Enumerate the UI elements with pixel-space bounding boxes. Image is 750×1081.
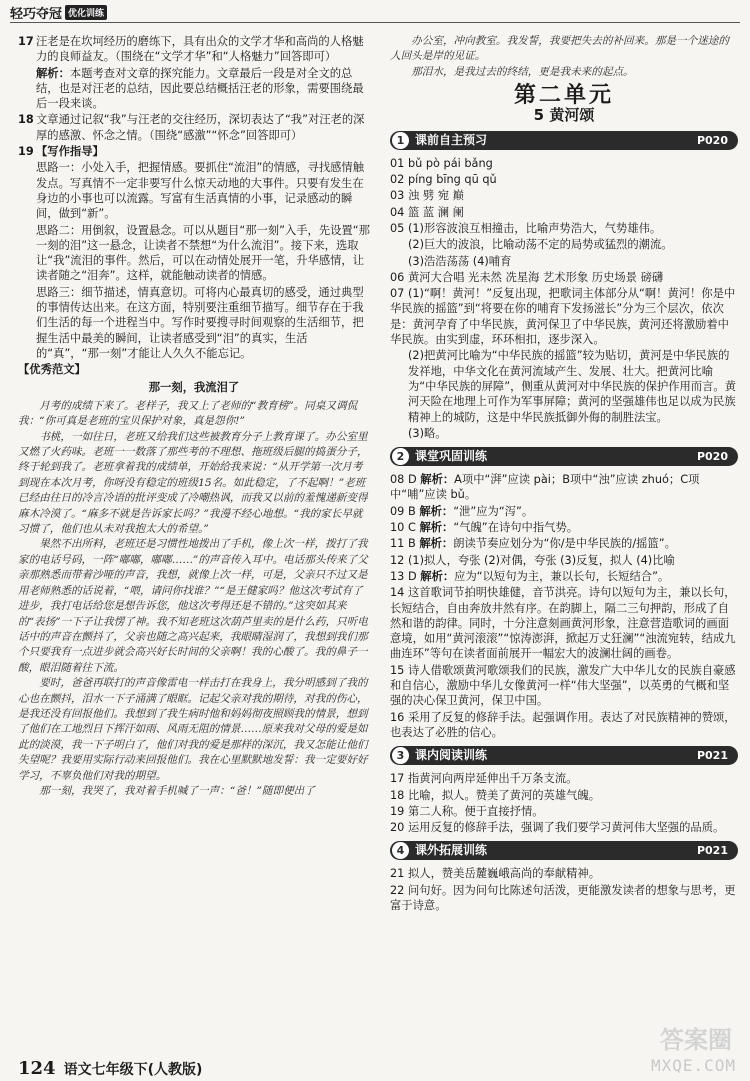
writing-idea-1: 思路一：小处入手，把握情感。要抓住“流泪”的情感，寻找感情触发点。写真情不一定非要写什么惊天动地的大事件。只要有发生在身边的小事也可以流露。写富有生活真情的小事，记录感动的瞬间，做到“新”。	[36, 161, 365, 221]
essay-paragraph: 那一刻，我哭了，我对着手机喊了一声：“爸！”随即便出了	[39, 784, 315, 797]
page-header	[0, 0, 750, 22]
model-essay-title: 那一刻，我流泪了	[148, 380, 240, 394]
page-number: 124	[18, 1058, 56, 1079]
answer-09: 09 B 解析：“泄”应为“泻”。	[390, 504, 534, 518]
answer-20r: 20 运用反复的修辞手法，强调了我们要学习黄河伟大坚强的品质。	[390, 821, 725, 835]
unit-title: 第二单元	[513, 82, 614, 109]
answer-01: 01 bǔ pò pái bǎng	[390, 156, 493, 170]
section-header-extension: 4 课外拓展训练 P021	[390, 841, 738, 860]
brand-logo	[10, 3, 107, 22]
answer-22r: 22 问句好。因为问句比陈述句活泼，更能激发读者的想象与思考，更富于诗意。	[390, 883, 736, 912]
answer-19r: 19 第二人称。便于直接抒情。	[390, 804, 544, 818]
answer-15: 15 诗人借歌颂黄河歌颂我们的民族，激发广大中华儿女的民族自豪感和自信心，激励中华儿女像黄河一样“伟大坚强”，以英勇的气概和坚强的决心保卫黄河，保卫中国。	[390, 663, 736, 708]
answer-11: 11 B 解析：朗读节奏应划分为“你/是中华民族的/摇篮”。	[390, 537, 676, 551]
watermark-seal: 答案圈	[660, 1026, 732, 1054]
answer-05: 05 (1)形容波浪互相撞击，比喻声势浩大，气势雄伟。	[390, 222, 662, 235]
section-header-reading: 3 课内阅读训练 P021	[390, 746, 738, 765]
answer-06: 06 黄河大合唱 光未然 冼星海 艺术形象 历史场景 磅礴	[390, 270, 664, 284]
header-divider	[10, 22, 740, 23]
essay-paragraph: 书桃，一如往日，老班又给我们这些被教育分子上教育课了。办公室里又燃了火药味。老班一一数落了那些考的不理想、拖班级后腿的捣蛋分子，终于轮到我了。老班拿着我的成绩单，开始给我来说：“从开学第一次月考到现在本次月考，你呀没有稳定的班级15名。如此稳定，了不起啊！”老班已经由往日的冷言冷语的批评变成了冷嘲热讽，而我又以前的羞愧递新变得麻木冷漠了。“麻多不就是告诉家长吗？”我漫不经心地想。“我的家长早就习惯了，他们也从未对我抱太大的希望。”	[18, 430, 368, 536]
answer-21r: 21 拟人，赞美岳麓巍峨高尚的奉献精神。	[390, 867, 601, 881]
model-essay-body	[18, 399, 370, 800]
writing-idea-3: 思路三：细节描述，情真意切。可将内心最真切的感受，通过典型的事情传达出来。在这方面，特别要注重细节描写。细节存在于我们生活的每一个进程当中。写作时要搜寻时间观察的生活细节，把握生活中最美的瞬间，让读者感受到“泪”的真实，生活的“真”，“那一刻”才能让人久久不能忘记。	[36, 285, 364, 360]
answer-02: 02 píng bīng qū qǔ	[390, 173, 497, 187]
essay-paragraph: 果然不出所料，老班还是习惯性地拨出了手机，像上次一样，拨打了我家的电话号码，一阵“嘟嘟，嘟嘟……”的声音传入耳中。电话那头传来了父亲那熟悉而带着沙哑的声音，我想，就像上次一样，可是，父亲只不过又是用老师熟悉的话说着，“喂，请问你找谁？”“是王健家吗？他这次考试有了进步，我打电话给您是想告诉您，他这次考得还是不错的。”这突如其来的“表扬”一下子让我愣了神。我不知老班这次葫芦里卖的是什么药，只听电话中的声音在颤抖了，父亲也随之高兴起来，我眼睛湿润了，我想到我们那个只要我有一点进步就会高兴好长时间的父亲啊！我的心酸了。我的鼻子一酸，眼泪随着往下流。	[18, 538, 368, 674]
brand-badge: 优化训练	[65, 5, 107, 20]
section-header-classroom: 2 课堂巩固训练 P020	[390, 447, 738, 466]
essay-continuation	[390, 34, 738, 80]
answer-07b: (2)把黄河比喻为“中华民族的摇篮”较为贴切，黄河是中华民族的发祥地，中华文化在黄河流域产生、发展、壮大。把黄河比喻为“中华民族的屏障”，侧重从黄河对中华民族的保护作用而言。黄河天险在地理上可作为军事屏障；黄河的坚强雄伟也足以成为民族精神上的城防，这是中华民族抵御外侮的制胜法宝。	[408, 349, 737, 424]
section-header-preview: 1 课前自主预习 P020	[390, 131, 738, 150]
left-column	[18, 34, 370, 799]
answer-12: 12 (1)拟人，夸张 (2)对偶，夸张 (3)反复，拟人 (4)比喻	[390, 553, 675, 567]
essay-paragraph: 月考的成绩下来了。老样子，我又上了老师的“教育榜”。同桌又调侃我：“你可真是老班的宝贝保护对象，真是怨你!”	[18, 399, 358, 428]
answer-05b: (2)巨大的波浪，比喻动荡不定的局势或猛烈的潮流。	[408, 238, 673, 252]
essay-paragraph: 要时，爸爸再联打的声音像雷电一样击打在我身上，我分明感到了我的心也在颤抖，泪水一下子涌满了眼眶。记起父亲对我的期待，对我的伤心，是我还没有回报他们。我想到了我生病时他和妈妈彻夜照顾我的情景，想到了他们在工地烈日下挥汗如雨、风雨无阻的情景……原来我对父母的爱是如此的淡漠，我一下子明白了，他们对我的爱是那样的深沉，我又怎能让他们失望呢？我要用实际行动来回报他们。我在心里默默地发誓：我一定要好好学习，不辜负他们对我的期望。	[18, 677, 368, 782]
answer-07c: (3)略。	[408, 426, 447, 440]
answer-16: 16 采用了反复的修辞手法。起强调作用。表达了对民族精神的赞颂，也表达了必胜的信心。	[390, 710, 736, 739]
answer-14: 14 这首歌词节拍明快雄健，音节洪亮。诗句以短句为主，兼以长句，长短结合，自由奔放井然有序。在韵脚上，隔二三句押韵，形成了自然和谐的韵律。同时，十分注意刻画黄河形象，注意营造歌词的画面意境，如用“黄河滚滚”“惊涛澎湃，掀起万丈狂澜”“浊流宛转，结成九曲连环”等句在读者面前展开一幅宏大的波澜壮阔的画卷。	[390, 586, 736, 661]
answer-07: 07 (1)“啊！黄河！”反复出现，把歌词主体部分从“啊！黄河！你是中华民族的摇篮”到“将要在你的哺育下发扬滋长”分为三个层次，依次是：黄河孕育了中华民族，黄河保卫了中华民族，黄河还将激励着中华民族。由实到虚，环环相扣，逐步深入。	[390, 287, 736, 347]
lesson-title: 5 黄河颂	[533, 105, 595, 124]
essay-paragraph: 那泪水，是我过去的终结，更是我未来的起点。	[411, 65, 634, 78]
model-essay-label: 【优秀范文】	[18, 363, 86, 377]
answer-13: 13 D 解析：应为“以短句为主，兼以长句，长短结合”。	[390, 569, 670, 583]
answer-10: 10 C 解析：“气魄”在诗句中指气势。	[390, 521, 579, 535]
right-column	[390, 34, 738, 914]
answer-17: 17 汪老是在坎坷经历的磨练下，具有出众的文学才华和高尚的人格魅力的良师益友。（围绕在“文学才华”和“人格魅力”回答即可）	[18, 35, 364, 64]
writing-idea-2: 思路二：用倒叙，设置悬念。可以从题目“那一刻”入手，先设置“那一刻的泪”这一悬念，让读者不禁想“为什么流泪”。接下来，选取让“我”流泪的事件。然后，可以在动情处展开一笔，升华感情，让读者随之“泪奔”。这样，就能触动读者的情感。	[36, 223, 370, 283]
answer-18: 18 文章通过记叙“我”与汪老的交往经历，深切表达了“我”对汪老的深厚的感激、怀念之情。（围绕“感激”“怀念”回答即可）	[18, 113, 365, 142]
answer-05c: (3)浩浩荡荡 (4)哺育	[408, 254, 512, 268]
book-title: 语文七年级下(人教版)	[63, 1062, 203, 1078]
answer-04: 04 篮 蓝 澜 阑	[390, 205, 464, 219]
essay-paragraph: 办公室，冲向教室。我发誓，我要把失去的补回来。那是一个迷途的人回头是岸的见证。	[390, 35, 729, 63]
answer-19: 19 【写作指导】	[18, 145, 104, 159]
answer-08: 08 D 解析：A项中“湃”应读 pài；B项中“浊”应读 zhuó；C项中“哺”应读 bǔ。	[390, 473, 700, 502]
page-footer	[18, 1058, 202, 1079]
answer-03: 03 浊 劈 宛 巅	[390, 189, 464, 203]
analysis-17: 解析：本题考查对文章的探究能力。文章最后一段是对全文的总结，也是对汪老的总结，因此要总结概括汪老的形象，需要围绕最后一段来谈。	[36, 66, 364, 111]
answer-18r: 18 比喻，拟人。赞美了黄河的英雄气魄。	[390, 788, 601, 802]
answer-17r: 17 指黄河向两岸延伸出千万条支流。	[390, 772, 578, 786]
brand-name: 轻巧夺冠	[10, 7, 63, 22]
watermark-url: MXQE.COM	[650, 1056, 736, 1075]
